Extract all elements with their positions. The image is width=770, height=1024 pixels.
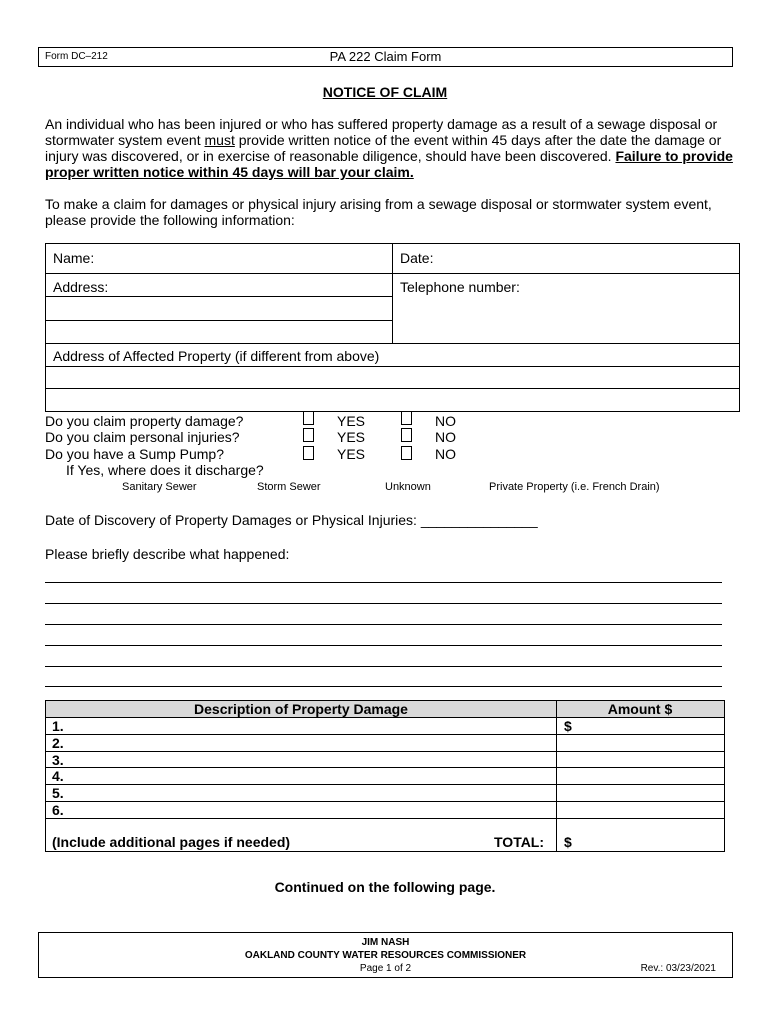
commissioner-name: JIM NASH	[361, 937, 410, 948]
damage-row-number: 1.	[52, 718, 64, 734]
form-title: PA 222 Claim Form	[329, 49, 442, 64]
sump-pump-yes-checkbox[interactable]	[303, 446, 314, 460]
affected-property-field-2[interactable]	[48, 390, 736, 409]
describe-prompt: Please briefly describe what happened:	[45, 546, 290, 562]
amount-field-6[interactable]	[558, 802, 722, 817]
property-damage-table	[45, 700, 725, 852]
form-number: Form DC–212	[45, 51, 108, 62]
amount-field-2[interactable]	[558, 735, 722, 750]
description-line-3[interactable]	[45, 624, 722, 625]
sump-pump-no-label: NO	[435, 446, 456, 462]
damage-description-field-4[interactable]	[70, 768, 554, 783]
option-private-property[interactable]: Private Property (i.e. French Drain)	[489, 481, 660, 493]
damage-description-field-2[interactable]	[70, 735, 554, 750]
intro-paragraph	[45, 116, 735, 180]
affected-property-field-1[interactable]	[48, 368, 736, 386]
damage-row-number: 4.	[52, 768, 64, 784]
intro-warning: Failure to provide proper written notice within 45 days will bar your claim.	[45, 148, 733, 180]
question-sump-pump: Do you have a Sump Pump?	[45, 446, 224, 462]
page-number: Page 1 of 2	[359, 963, 412, 974]
property-damage-yes-checkbox[interactable]	[303, 411, 314, 425]
personal-injuries-no-label: NO	[435, 429, 456, 445]
claimant-info-table	[45, 243, 740, 412]
description-line-5[interactable]	[45, 666, 722, 667]
damage-row-number: 5.	[52, 785, 64, 801]
total-dollar-sign: $	[564, 834, 572, 850]
discharge-question: If Yes, where does it discharge?	[66, 462, 264, 478]
intro-text-1: An individual who has been injured or who has suffered property damage as a result of a sewage disposal or stormwater system event	[45, 116, 718, 148]
damage-description-field-3[interactable]	[70, 752, 554, 766]
personal-injuries-yes-checkbox[interactable]	[303, 428, 314, 442]
address-field-3[interactable]	[48, 322, 388, 341]
amount-field-3[interactable]	[558, 752, 722, 766]
instructions: To make a claim for damages or physical injury arising from a sewage disposal or stormwater system event, please provide the following information:	[45, 196, 712, 228]
damage-description-field-5[interactable]	[70, 785, 554, 800]
include-pages-note: (Include additional pages if needed)	[52, 834, 291, 850]
option-unknown[interactable]: Unknown	[385, 481, 431, 493]
description-header: Description of Property Damage	[194, 701, 408, 717]
question-personal-injuries: Do you claim personal injuries?	[45, 429, 240, 445]
amount-field-5[interactable]	[558, 785, 722, 800]
question-property-damage: Do you claim property damage?	[45, 413, 244, 429]
amount-field-1[interactable]	[576, 718, 722, 733]
property-damage-no-label: NO	[435, 413, 456, 429]
intro-text-2: provide written notice of the event within 45 days after the date the damage or injury was discovered, or in exercise of reasonable diligence, should have been discovered.	[45, 132, 722, 164]
notice-title: NOTICE OF CLAIM	[322, 84, 448, 100]
amount-field-4[interactable]	[558, 768, 722, 783]
property-damage-yes-label: YES	[337, 413, 366, 429]
date-label: Date:	[400, 250, 434, 266]
personal-injuries-yes-label: YES	[337, 429, 366, 445]
personal-injuries-no-checkbox[interactable]	[401, 428, 412, 442]
form-header	[38, 47, 733, 67]
name-field[interactable]	[106, 246, 388, 270]
damage-description-field-1[interactable]	[70, 718, 554, 733]
option-storm-sewer[interactable]: Storm Sewer	[257, 481, 321, 493]
option-sanitary-sewer[interactable]: Sanitary Sewer	[122, 481, 197, 493]
address-field-1[interactable]	[116, 275, 388, 295]
property-damage-no-checkbox[interactable]	[401, 411, 412, 425]
continued-note: Continued on the following page.	[274, 879, 496, 895]
description-line-1[interactable]	[45, 582, 722, 583]
damage-row-number: 2.	[52, 735, 64, 751]
telephone-field[interactable]	[396, 296, 736, 340]
intro-must: must	[204, 132, 235, 148]
damage-row-number: 3.	[52, 752, 64, 768]
description-line-4[interactable]	[45, 645, 722, 646]
total-label: TOTAL:	[494, 834, 545, 850]
damage-description-field-6[interactable]	[70, 802, 554, 817]
discovery-date-line[interactable]: Date of Discovery of Property Damages or Physical Injuries: _______________	[45, 512, 538, 528]
affected-property-label: Address of Affected Property (if different from above)	[53, 348, 380, 364]
address-label: Address:	[53, 279, 109, 295]
sump-pump-no-checkbox[interactable]	[401, 446, 412, 460]
description-line-2[interactable]	[45, 603, 722, 604]
revision-date: Rev.: 03/23/2021	[640, 963, 716, 974]
date-field[interactable]	[441, 246, 736, 270]
name-label: Name:	[53, 250, 95, 266]
total-amount-field[interactable]	[576, 821, 722, 849]
damage-row-number: 6.	[52, 802, 64, 818]
amount-dollar-sign: $	[564, 718, 572, 734]
footer	[38, 932, 733, 978]
description-line-6[interactable]	[45, 686, 722, 687]
address-field-2[interactable]	[48, 298, 388, 318]
amount-header: Amount $	[607, 701, 673, 717]
telephone-label: Telephone number:	[400, 279, 520, 295]
commissioner-office: OAKLAND COUNTY WATER RESOURCES COMMISSIONER	[244, 950, 527, 961]
sump-pump-yes-label: YES	[337, 446, 366, 462]
